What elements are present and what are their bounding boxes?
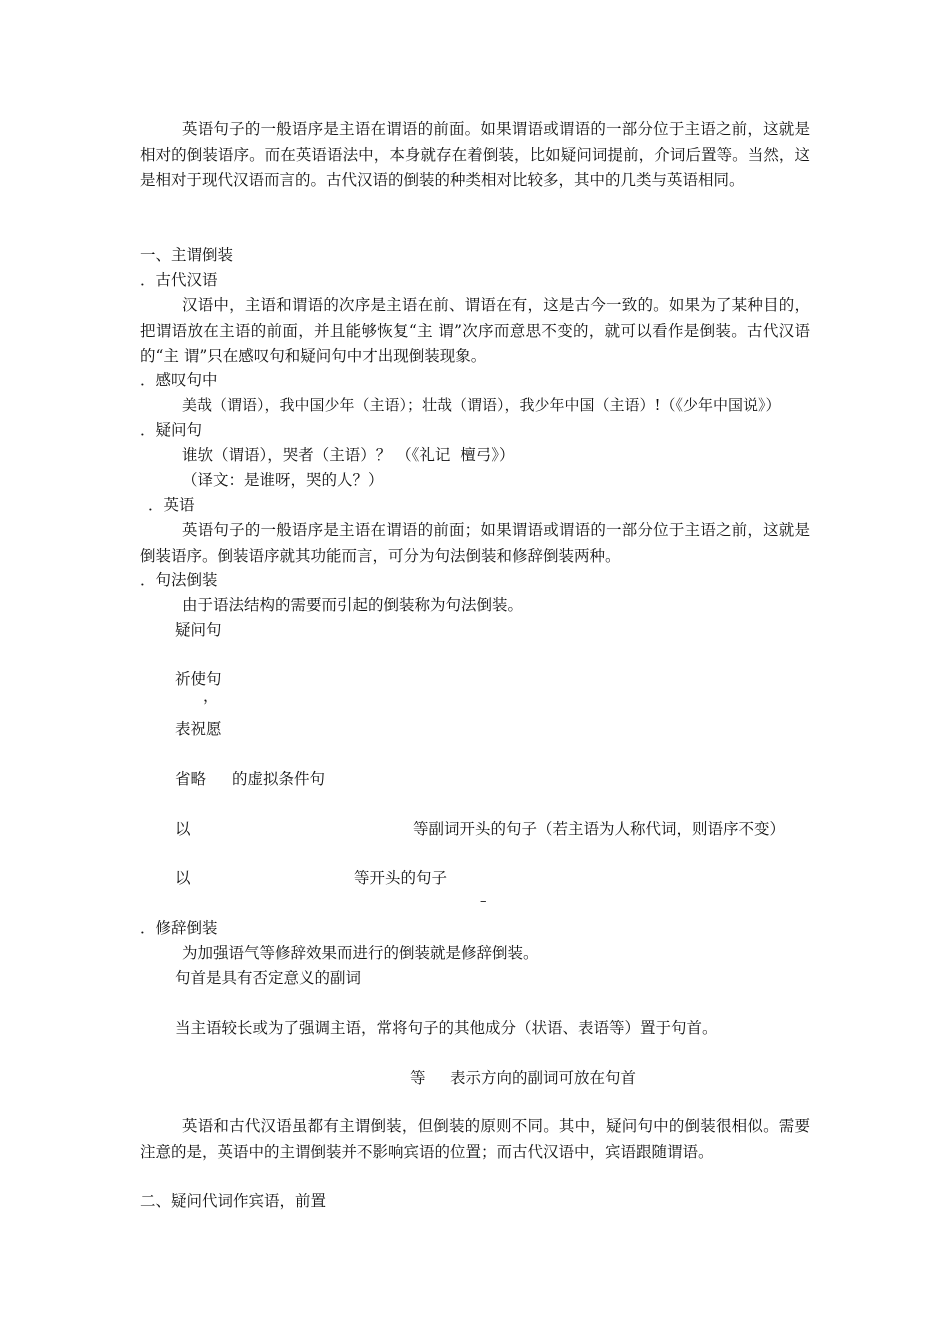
english-paragraph: 英语句子的一般语序是主语在谓语的前面；如果谓语或谓语的一部分位于主语之前，这就是倒装语序。倒装语序就其功能而言，可分为句法倒装和修辞倒装两种。 bbox=[140, 521, 810, 565]
item-start-prefix: 以 bbox=[175, 869, 191, 887]
english-heading: ．英语 bbox=[148, 496, 195, 514]
rhetoric-inversion-description: 为加强语气等修辞效果而进行的倒装就是修辞倒装。 bbox=[182, 944, 539, 962]
exclamation-example: 美哉（谓语），我中国少年（主语）；壮哉（谓语），我少年中国（主语）!（《少年中国说》） bbox=[182, 396, 781, 414]
rhetoric-negative-adverb: 句首是具有否定意义的副词 bbox=[175, 969, 362, 987]
item-imperative-sentence: 祈使句 bbox=[175, 670, 222, 688]
question-translation: （译文：是谁呀，哭的人？） bbox=[182, 471, 384, 489]
exclamation-heading: ．感叹句中 bbox=[140, 371, 218, 389]
intro-paragraph: 英语句子的一般语序是主语在谓语的前面。如果谓语或谓语的一部分位于主语之前，这就是相对的倒装语序。而在英语语法中，本身就存在着倒装，比如疑问词提前，介词后置等。当然，这是相对于现代汉语而言的。古代汉语的倒装的种类相对比较多，其中的几类与英语相同。 bbox=[140, 120, 810, 189]
rhetoric-long-subject: 当主语较长或为了强调主语，常将句子的其他成分（状语、表语等）置于句首。 bbox=[175, 1019, 718, 1037]
item-imperative-mark: ， bbox=[203, 687, 219, 705]
ancient-chinese-heading: ．古代汉语 bbox=[140, 271, 218, 289]
section-2-title: 二、疑问代词作宾语，前置 bbox=[140, 1192, 327, 1210]
rhetoric-inversion-heading: ．修辞倒装 bbox=[140, 919, 218, 937]
rhetoric-direction-adverb: 表示方向的副词可放在句首 bbox=[450, 1069, 637, 1087]
syntax-inversion-heading: ．句法倒装 bbox=[140, 571, 218, 589]
question-example: 谁欤（谓语），哭者（主语）？ （《礼记 檀弓》） bbox=[182, 446, 515, 464]
item-wish: 表祝愿 bbox=[175, 720, 222, 738]
rhetoric-direction-prefix: 等 bbox=[410, 1069, 426, 1087]
item-omit-conditional: 的虚拟条件句 bbox=[232, 770, 326, 788]
item-start-sentence: 等开头的句子 bbox=[354, 869, 448, 887]
section-1-title: 一、主谓倒装 bbox=[140, 246, 234, 264]
item-start-mark: – bbox=[480, 894, 487, 909]
syntax-inversion-description: 由于语法结构的需要而引起的倒装称为句法倒装。 bbox=[182, 596, 524, 614]
summary-paragraph: 英语和古代汉语虽都有主谓倒装，但倒装的原则不同。其中，疑问句中的倒装很相似。需要注意的是，英语中的主谓倒装并不影响宾语的位置；而古代汉语中，宾语跟随谓语。 bbox=[140, 1117, 810, 1161]
item-question-sentence: 疑问句 bbox=[175, 621, 222, 639]
item-adverb-prefix: 以 bbox=[175, 820, 191, 838]
ancient-chinese-paragraph: 汉语中，主语和谓语的次序是主语在前、谓语在有，这是古今一致的。如果为了某种目的，把谓语放在主语的前面，并且能够恢复“主 谓”次序而意思不变的，就可以看作是倒装。古代汉语的“主 谓”只在感叹句和疑问句中才出现倒装现象。 bbox=[140, 296, 810, 365]
item-adverb-sentence: 等副词开头的句子（若主语为人称代词，则语序不变） bbox=[413, 820, 786, 838]
question-heading: ．疑问句 bbox=[140, 421, 203, 439]
item-omit-prefix: 省略 bbox=[175, 770, 207, 788]
